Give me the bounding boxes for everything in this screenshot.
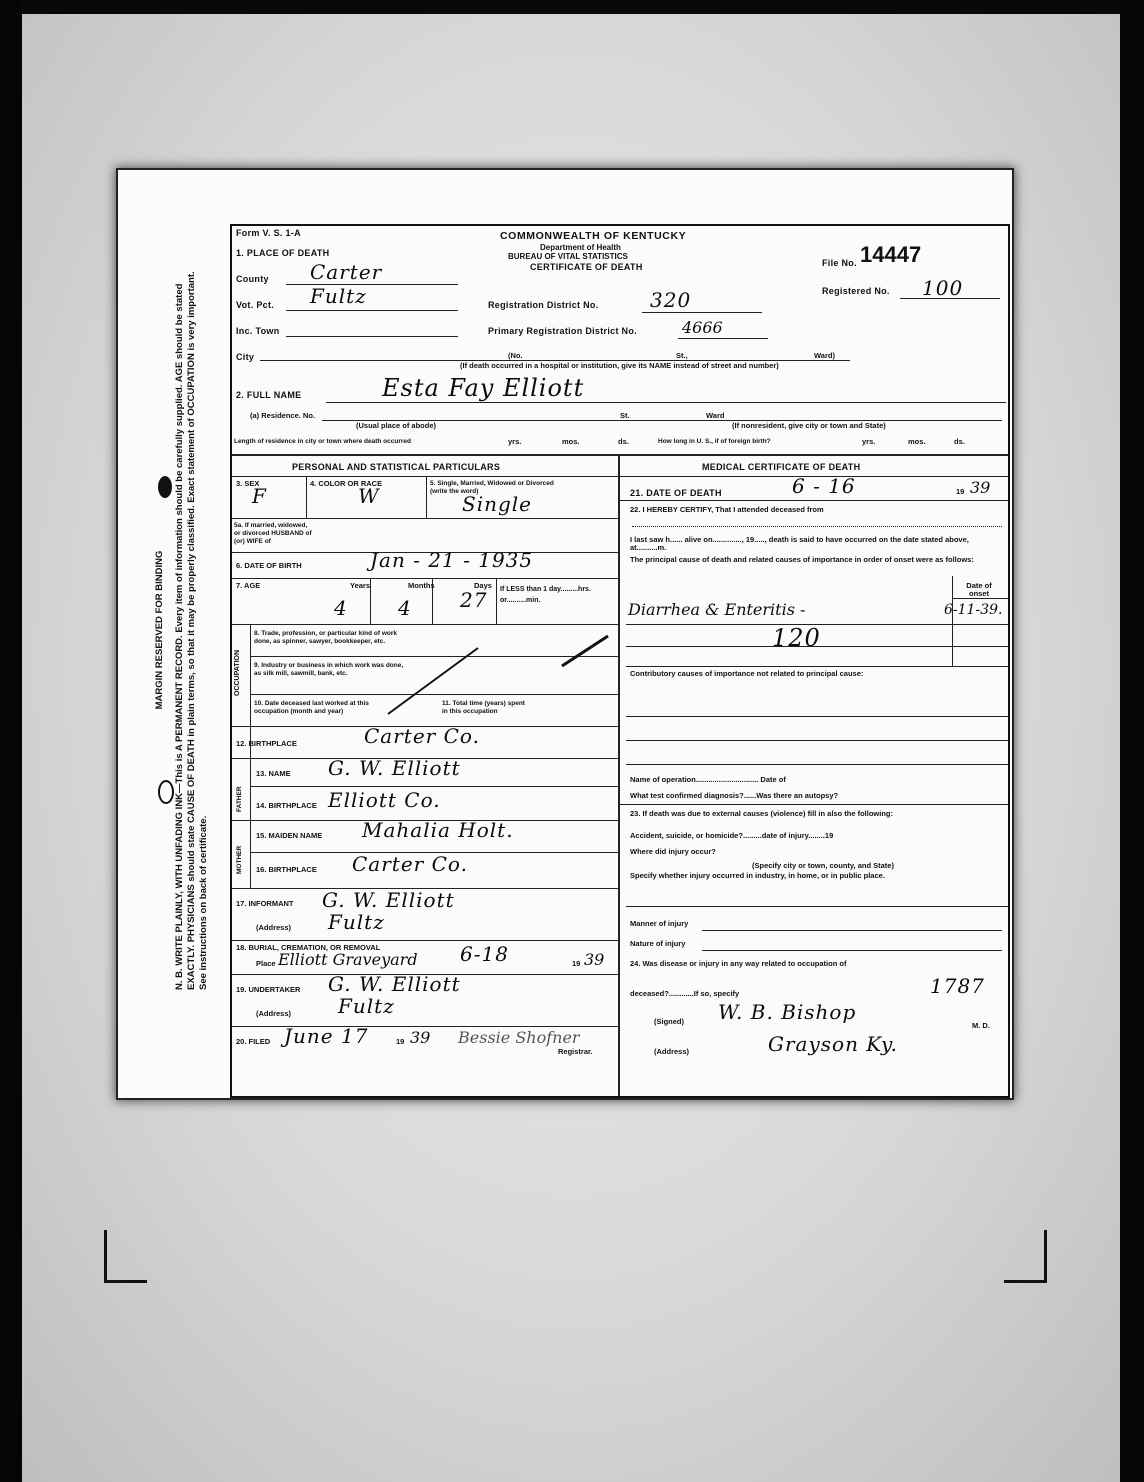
cause-code: 120	[772, 624, 821, 652]
us-yrs: yrs.	[862, 437, 876, 446]
filed-year: 39	[410, 1028, 431, 1047]
crop-mark-left	[104, 1230, 147, 1283]
file-label: File No.	[822, 258, 857, 268]
full-name-value: Esta Fay Elliott	[382, 374, 585, 402]
occupation-strike	[382, 626, 622, 716]
medical-header: MEDICAL CERTIFICATE OF DEATH	[702, 462, 861, 472]
filed-label: 20. FILED	[236, 1037, 271, 1046]
dod-year: 39	[970, 478, 991, 497]
sex-label: 3. SEX	[236, 479, 260, 488]
primary-district-label: Primary Registration District No.	[488, 326, 637, 336]
occ8-label: 8. Trade, profession, or particular kind of work done, as spinner, sawyer, bookkeeper, etc.	[254, 630, 398, 645]
birthplace-value: Carter Co.	[364, 724, 480, 748]
age-days: 27	[460, 588, 488, 612]
color-value: W	[358, 484, 380, 508]
operation-label: Name of operation.............................. Date of	[630, 775, 786, 784]
registrar-label: Registrar.	[558, 1047, 593, 1056]
crop-mark-right	[1004, 1230, 1047, 1283]
md-label: M. D.	[972, 1021, 990, 1030]
years-label: Years	[350, 581, 371, 590]
less-label: If LESS than 1 day.........hrs. or..........min.	[500, 586, 591, 604]
physician-signature: W. B. Bishop	[718, 1000, 857, 1024]
father-birth-label: 14. BIRTHPLACE	[256, 801, 317, 810]
dob-value: Jan - 21 - 1935	[370, 548, 534, 572]
burial-year: 39	[584, 950, 605, 969]
bureau: BUREAU OF VITAL STATISTICS	[508, 252, 628, 261]
county-value: Carter	[310, 260, 383, 284]
film-edge-left	[0, 0, 22, 1482]
binding-margin	[152, 270, 232, 990]
street-ward-label: Ward)	[814, 351, 835, 360]
vot-label: Vot. Pct.	[236, 300, 275, 310]
spouse-label: 5a. If married, widowed, or divorced HUSBAND of (or) WIFE of	[234, 522, 312, 545]
burial-label: 18. BURIAL, CREMATION, OR REMOVAL	[236, 943, 381, 952]
physician-address: Grayson Ky.	[768, 1032, 898, 1056]
physician-address-label: (Address)	[654, 1047, 690, 1056]
reg-district: 320	[650, 288, 692, 312]
department: Department of Health	[540, 243, 621, 252]
residence-label: (a) Residence. No.	[250, 411, 316, 420]
instructions-text: N. B. WRITE PLAINLY, WITH UNFADING INK—This is A PERMANENT RECORD. Every item of information should be carefully supplied. AGE should be stated EXACTLY. PHYSICIANS should state CAUSE OF DEATH in plain terms, so that it may be properly classified. Exact statement of OCCUPATION is very important. See instructions on back of certificate.	[174, 271, 209, 990]
dod-label: 21. DATE OF DEATH	[630, 488, 722, 498]
certificate-frame	[230, 224, 1010, 1098]
residence-st: St.	[620, 411, 630, 420]
mother-birth: Carter Co.	[352, 852, 468, 876]
film-edge-top	[0, 0, 1144, 14]
registrar-signature: Bessie Shofner	[458, 1028, 580, 1047]
nature-label: Nature of injury	[630, 939, 686, 948]
father-name: G. W. Elliott	[328, 756, 461, 780]
color-label: 4. COLOR OR RACE	[310, 479, 383, 488]
burial-year-prefix: 19	[572, 959, 581, 968]
father-name-label: 13. NAME	[256, 769, 291, 778]
mother-side: MOTHER	[236, 845, 243, 874]
registered-label: Registered No.	[822, 286, 890, 296]
undertaker-address: Fultz	[338, 994, 395, 1018]
onset-value: 6-11-39.	[944, 602, 1003, 618]
state-title: COMMONWEALTH OF KENTUCKY	[500, 230, 687, 242]
burial-place: Elliott Graveyard	[278, 950, 418, 969]
full-name-label: 2. FULL NAME	[236, 390, 302, 400]
place-section: 1. PLACE OF DEATH	[236, 248, 330, 258]
county-label: County	[236, 274, 269, 284]
occ11-label: 11. Total time (years) spent in this occupation	[442, 700, 525, 715]
cause-intro: The principal cause of death and related causes of importance in order of onset were as follows:	[630, 555, 974, 564]
signed-label: (Signed)	[654, 1017, 684, 1026]
length-label: Length of residence in city or town where death occurred	[234, 438, 411, 445]
occ-related-label: 24. Was disease or injury in any way related to occupation of	[630, 959, 847, 968]
informant-label: 17. INFORMANT	[236, 899, 294, 908]
us-ds: ds.	[954, 437, 965, 446]
mother-name: Mahalia Holt.	[362, 818, 514, 842]
residence-ward: Ward	[706, 411, 725, 420]
age-months: 4	[398, 596, 412, 620]
test-label: What test confirmed diagnosis?......Was there an autopsy?	[630, 791, 839, 800]
stamp-number: 1787	[930, 974, 985, 998]
death-certificate	[118, 170, 1012, 1098]
occ10-label: 10. Date deceased last worked at this occupation (month and year)	[254, 700, 369, 715]
accident-label: Accident, suicide, or homicide?.........date of injury........19	[630, 831, 834, 840]
undertaker-address-label: (Address)	[256, 1009, 292, 1018]
binding-hole-top	[158, 780, 174, 804]
binding-hole-bottom	[158, 476, 172, 498]
months-label: Months	[408, 581, 435, 590]
manner-label: Manner of injury	[630, 919, 689, 928]
father-side: FATHER	[236, 786, 243, 812]
father-birth: Elliott Co.	[328, 788, 441, 812]
age-years: 4	[334, 596, 348, 620]
certify-label: 22. I HEREBY CERTIFY, That I attended deceased from	[630, 505, 824, 514]
form-number: Form V. S. 1-A	[236, 228, 301, 238]
film-edge-right	[1120, 0, 1144, 1482]
occupation-side: OCCUPATION	[234, 649, 241, 696]
age-label: 7. AGE	[236, 581, 261, 590]
deceased-label: deceased?............If so, specify	[630, 989, 740, 998]
onset-label: Date of onset	[966, 581, 992, 598]
sex-value: F	[252, 484, 267, 508]
external-label: 23. If death was due to external causes (violence) fill in also the following:	[630, 809, 893, 818]
marital-value: Single	[462, 492, 533, 516]
binding-text: MARGIN RESERVED FOR BINDING	[154, 550, 165, 710]
informant-value: G. W. Elliott	[322, 888, 455, 912]
length-mos: mos.	[562, 437, 580, 446]
specify-label: (Specify city or town, county, and State)	[752, 861, 894, 870]
city-label: City	[236, 352, 255, 362]
street-no-label: (No.	[508, 351, 523, 360]
length-yrs: yrs.	[508, 437, 522, 446]
reg-district-label: Registration District No.	[488, 300, 599, 310]
filed-year-prefix: 19	[396, 1037, 405, 1046]
cause-value: Diarrhea & Enteritis -	[628, 600, 806, 619]
abode-note: (Usual place of abode)	[356, 421, 437, 430]
burial-place-label: Place	[256, 959, 276, 968]
vot-value: Fultz	[310, 284, 367, 308]
marital-label: 5. Single, Married, Widowed or Divorced (write the word)	[430, 480, 554, 495]
hospital-note: (If death occurred in a hospital or institution, give its NAME instead of street and number)	[460, 361, 779, 370]
street-st-label: St.,	[676, 351, 688, 360]
where-label: Where did injury occur?	[630, 847, 716, 856]
contrib-label: Contributory causes of importance not related to principal cause:	[630, 669, 864, 678]
days-label: Days	[474, 581, 492, 590]
us-label: How long in U. S., if of foreign birth?	[658, 438, 771, 445]
filed-date: June 17	[284, 1024, 369, 1048]
informant-address-label: (Address)	[256, 923, 292, 932]
length-ds: ds.	[618, 437, 629, 446]
us-mos: mos.	[908, 437, 926, 446]
dod-year-prefix: 19	[956, 487, 965, 496]
informant-address: Fultz	[328, 910, 385, 934]
dod-value: 6 - 16	[792, 474, 856, 498]
birthplace-label: 12. BIRTHPLACE	[236, 739, 297, 748]
undertaker-value: G. W. Elliott	[328, 972, 461, 996]
saw-label: I last saw h...... alive on.............., 19....., death is said to have occurred on the date stated above, at..........m.	[630, 535, 969, 552]
burial-date: 6-18	[460, 942, 509, 966]
file-number: 14447	[860, 242, 922, 267]
mother-name-label: 15. MAIDEN NAME	[256, 831, 323, 840]
personal-header: PERSONAL AND STATISTICAL PARTICULARS	[292, 462, 501, 472]
primary-district: 4666	[682, 318, 723, 337]
nonres-note: (If nonresident, give city or town and State)	[732, 421, 886, 430]
occ9-label: 9. Industry or business in which work was done, as silk mill, sawmill, bank, etc.	[254, 662, 404, 677]
dob-label: 6. DATE OF BIRTH	[236, 561, 302, 570]
mother-birth-label: 16. BIRTHPLACE	[256, 865, 317, 874]
industry-label: Specify whether injury occurred in industry, in home, or in public place.	[630, 871, 885, 880]
undertaker-label: 19. UNDERTAKER	[236, 985, 301, 994]
town-label: Inc. Town	[236, 326, 280, 336]
registered-number: 100	[922, 276, 964, 300]
certificate-title: CERTIFICATE OF DEATH	[530, 262, 643, 272]
